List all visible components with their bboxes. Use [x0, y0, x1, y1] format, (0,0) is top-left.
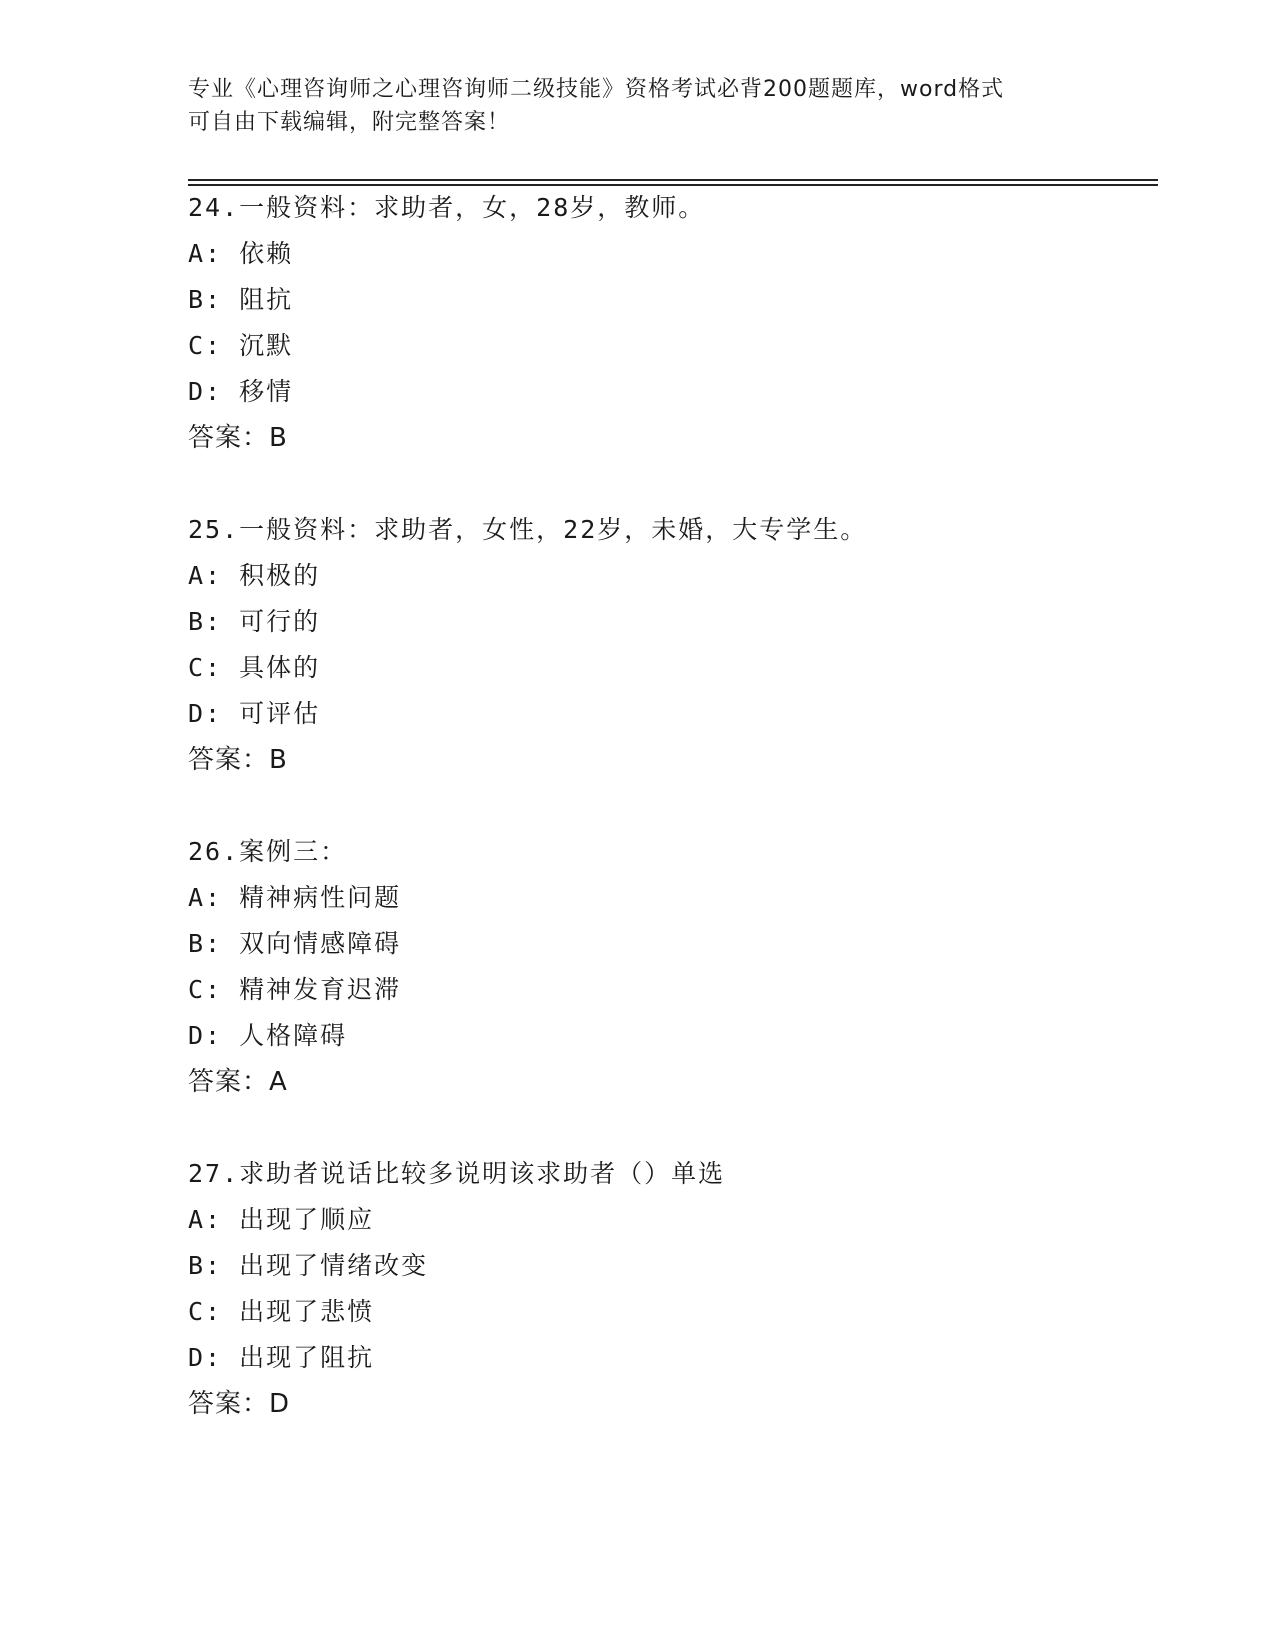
option-a: A: 积极的: [188, 561, 321, 590]
option-c: C: 出现了悲愤: [188, 1297, 375, 1326]
option-d: D: 人格障碍: [188, 1021, 348, 1050]
option-d: D: 移情: [188, 377, 294, 406]
answer: 答案：A: [188, 1067, 288, 1097]
option-b: B: 双向情感障碍: [188, 929, 402, 958]
option-b: B: 阻抗: [188, 285, 294, 314]
answer: 答案：B: [188, 423, 288, 453]
question-25: [188, 507, 1148, 783]
document-header: [188, 73, 1088, 139]
option-b: B: 可行的: [188, 607, 321, 636]
option-d: D: 可评估: [188, 699, 321, 728]
option-c: C: 沉默: [188, 331, 294, 360]
question-text: 24.一般资料：求助者，女，28岁，教师。: [188, 193, 706, 222]
header-divider-top: [188, 179, 1158, 181]
header-line-1: 专业《心理咨询师之心理咨询师二级技能》资格考试必背200题题库，word格式: [188, 77, 1005, 102]
option-a: A: 精神病性问题: [188, 883, 402, 912]
answer: 答案：D: [188, 1389, 291, 1419]
option-c: C: 精神发育迟滞: [188, 975, 402, 1004]
question-text: 26.案例三：: [188, 837, 348, 866]
option-c: C: 具体的: [188, 653, 321, 682]
option-d: D: 出现了阻抗: [188, 1343, 375, 1372]
option-a: A: 出现了顺应: [188, 1205, 375, 1234]
question-text: 25.一般资料：求助者，女性，22岁，未婚，大专学生。: [188, 515, 868, 544]
option-a: A: 依赖: [188, 239, 294, 268]
answer: 答案：B: [188, 745, 288, 775]
option-b: B: 出现了情绪改变: [188, 1251, 429, 1280]
header-line-2: 可自由下载编辑，附完整答案！: [188, 110, 511, 135]
question-27: [188, 1151, 1148, 1427]
question-text: 27.求助者说话比较多说明该求助者（）单选: [188, 1159, 726, 1188]
question-26: [188, 829, 1148, 1105]
question-24: [188, 185, 1148, 461]
